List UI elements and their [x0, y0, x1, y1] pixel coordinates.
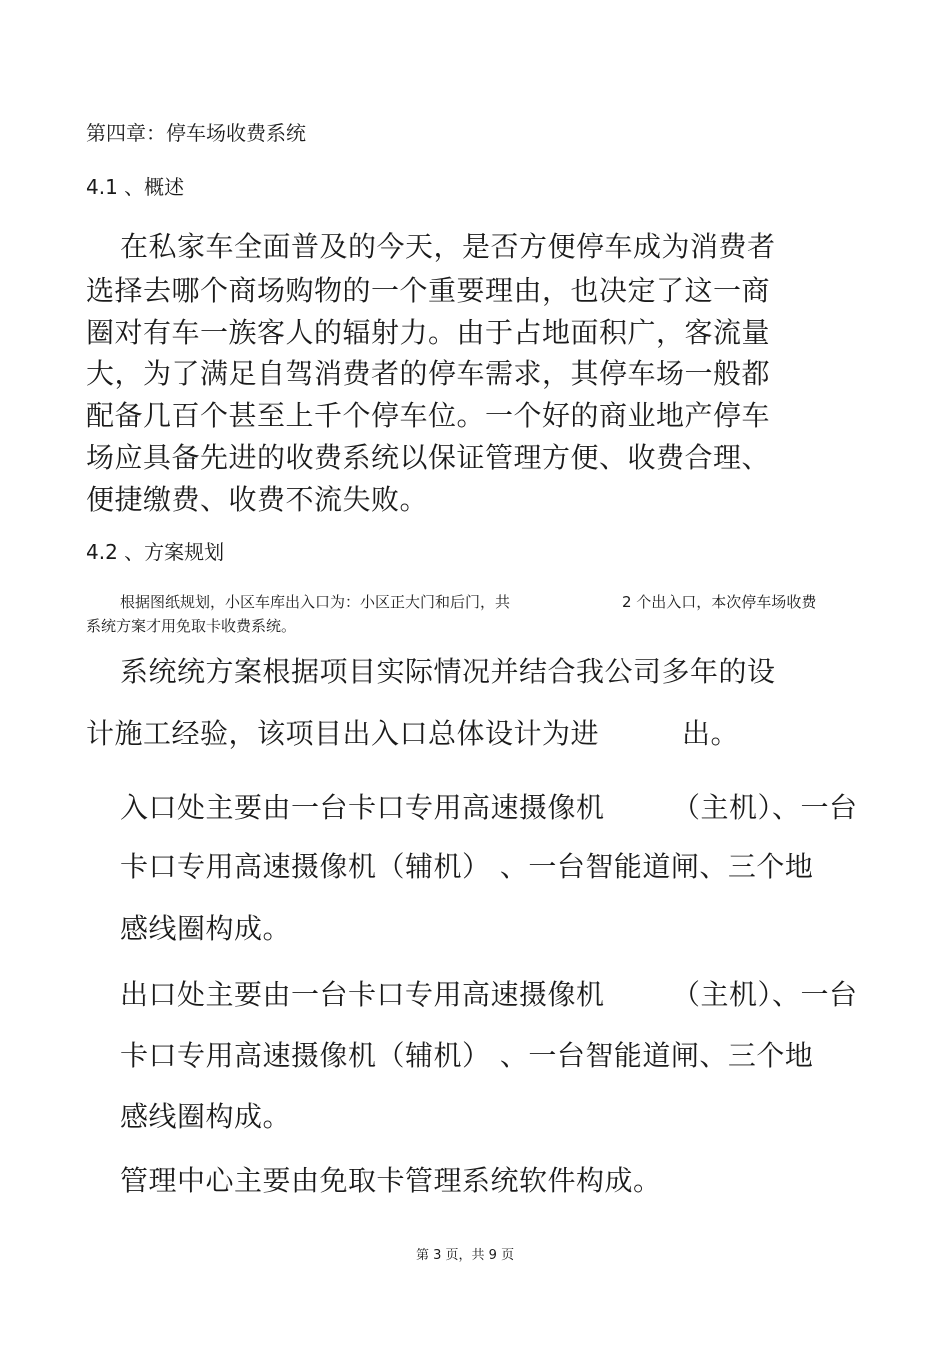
overview-line-4: 大，为了满足自驾消费者的停车需求，其停车场一般都 — [86, 357, 771, 390]
overview-line-5: 配备几百个甚至上千个停车位。一个好的商业地产停车 — [86, 399, 771, 432]
entrance-line-1a: 入口处主要由一台卡口专用高速摄像机 — [120, 791, 605, 824]
management-line: 管理中心主要由免取卡管理系统软件构成。 — [120, 1164, 662, 1197]
exit-line-1b: （主机）、一台 — [672, 978, 858, 1011]
entrance-line-2: 卡口专用高速摄像机（辅机） 、一台智能道闸、三个地 — [120, 850, 814, 883]
entrance-line-1b: （主机）、一台 — [672, 791, 858, 824]
plan-note-part-2: 2 个出入口，本次停车场收费 — [622, 593, 817, 611]
section-41-heading: 4.1 、概述 — [86, 175, 185, 199]
overview-line-2: 选择去哪个商场购物的一个重要理由，也决定了这一商 — [86, 274, 771, 307]
plan-line-2a: 计施工经验，该项目出入口总体设计为进 — [86, 717, 600, 750]
overview-line-1: 在私家车全面普及的今天，是否方便停车成为消费者 — [120, 230, 776, 263]
plan-line-1: 系统统方案根据项目实际情况并结合我公司多年的设 — [120, 655, 776, 688]
exit-line-1a: 出口处主要由一台卡口专用高速摄像机 — [120, 978, 605, 1011]
plan-line-2b: 出。 — [682, 717, 740, 750]
entrance-line-3: 感线圈构成。 — [120, 912, 292, 945]
section-42-heading: 4.2 、方案规划 — [86, 540, 225, 564]
page-footer: 第 3 页，共 9 页 — [416, 1248, 515, 1263]
plan-note-part-1: 根据图纸规划，小区车库出入口为：小区正大门和后门，共 — [120, 593, 511, 611]
plan-note-line-2: 系统方案才用免取卡收费系统。 — [86, 617, 297, 635]
exit-line-3: 感线圈构成。 — [120, 1100, 292, 1133]
overview-line-7: 便捷缴费、收费不流失败。 — [86, 483, 429, 516]
overview-line-6: 场应具备先进的收费系统以保证管理方便、收费合理、 — [86, 441, 771, 474]
overview-line-3: 圈对有车一族客人的辐射力。由于占地面积广，客流量 — [86, 316, 771, 349]
exit-line-2: 卡口专用高速摄像机（辅机） 、一台智能道闸、三个地 — [120, 1039, 814, 1072]
chapter-title: 第四章：停车场收费系统 — [86, 121, 306, 145]
